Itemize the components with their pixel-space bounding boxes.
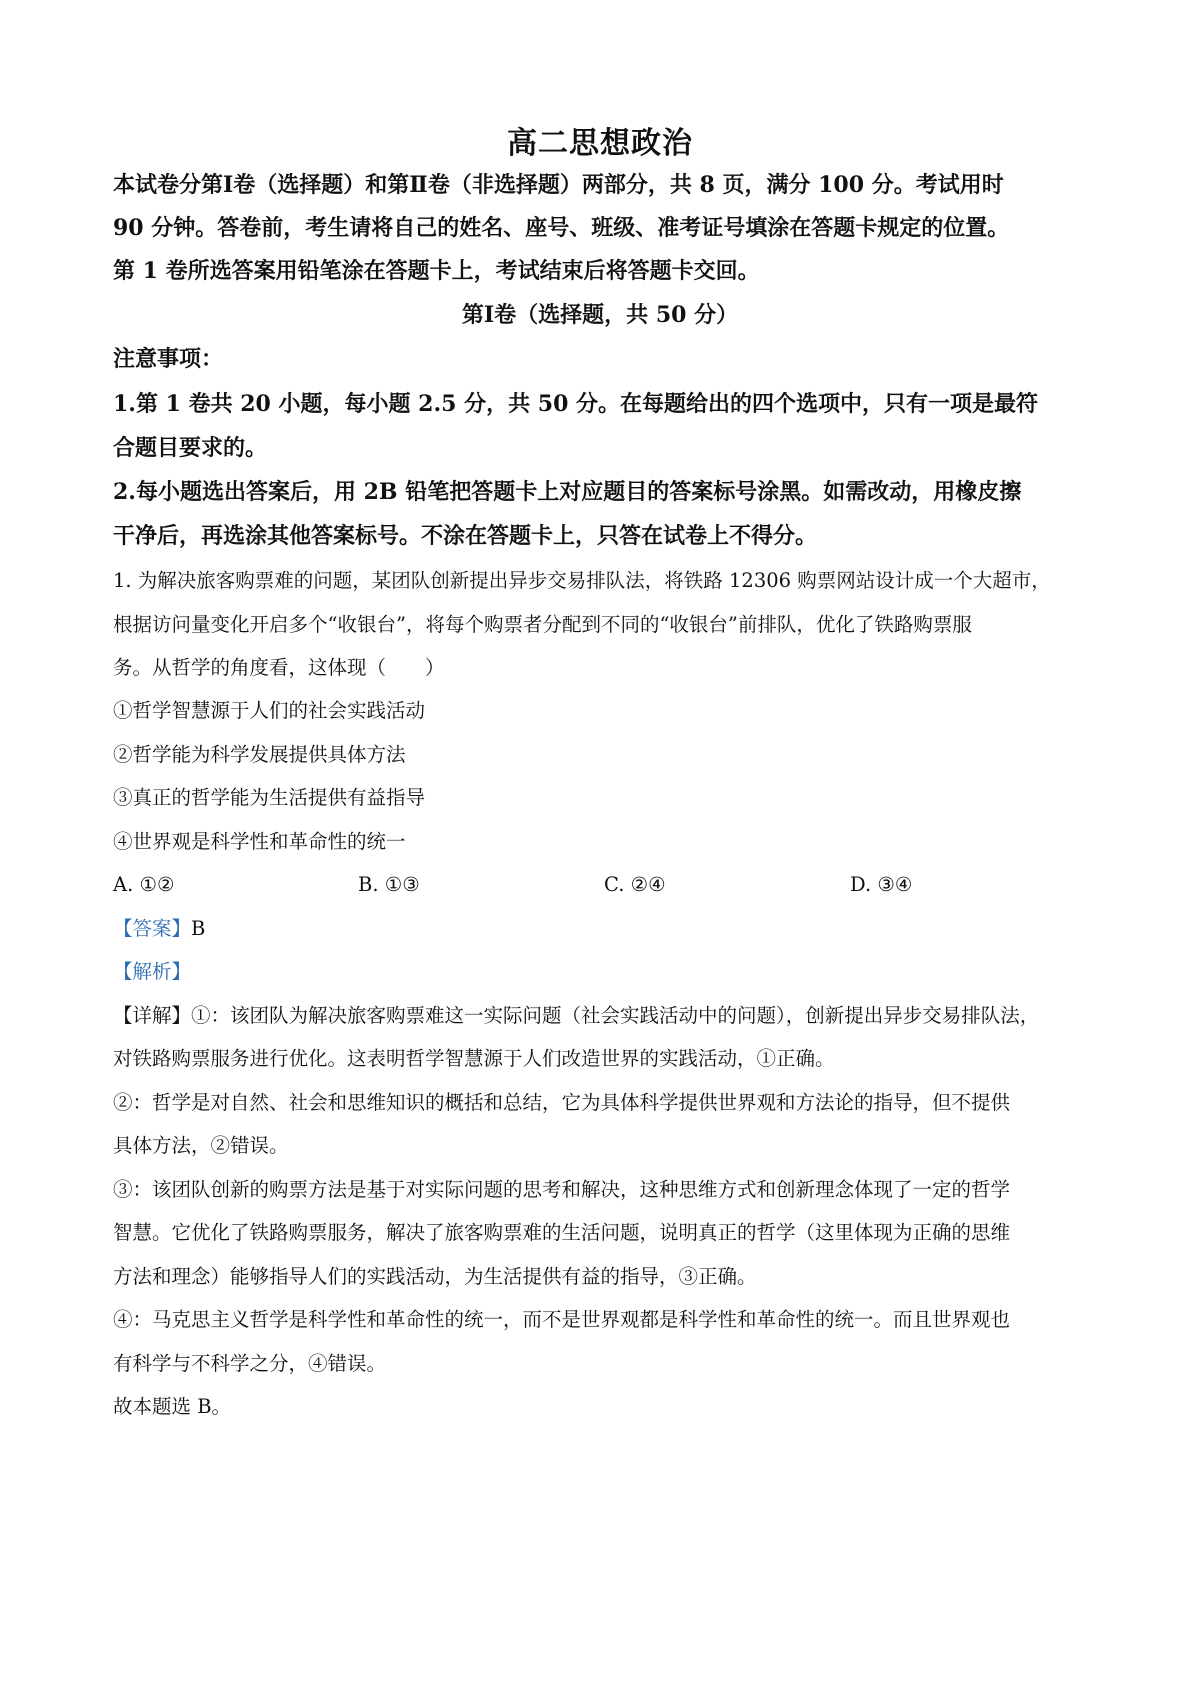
analysis-tag: 【解析】 [113, 960, 192, 983]
note-line: 干净后，再选涂其他答案标号。不涂在答题卡上，只答在试卷上不得分。 [113, 523, 818, 549]
intro-line: 90 分钟。答卷前，考生请将自己的姓名、座号、班级、准考证号填涂在答题卡规定的位置。 [113, 215, 1010, 241]
statement-item: ④世界观是科学性和革命性的统一 [113, 830, 406, 853]
answer-tag: 【答案】 [113, 917, 192, 940]
detail-line: 有科学与不科学之分，④错误。 [113, 1352, 387, 1375]
intro-line: 本试卷分第Ⅰ卷（选择题）和第Ⅱ卷（非选择题）两部分，共 8 页，满分 100 分。考试用时 [113, 172, 1004, 198]
detail-text: ①：该团队为解决旅客购票难这一实际问题（社会实践活动中的问题），创新提出异步交易排队法， [191, 1004, 1040, 1027]
option-b: B. ①③ [358, 873, 420, 896]
question-stem-line: 务。从哲学的角度看，这体现（ ） [113, 656, 445, 679]
note-line: 合题目要求的。 [113, 435, 268, 461]
question-stem-line: 根据访问量变化开启多个“收银台”，将每个购票者分配到不同的“收银台”前排队，优化了铁路购票服 [113, 613, 972, 636]
option-d: D. ③④ [850, 873, 913, 896]
analysis-line [113, 958, 191, 986]
detail-line: ③：该团队创新的购票方法是基于对实际问题的思考和解决，这种思维方式和创新理念体现了一定的哲学 [113, 1178, 1011, 1201]
detail-line: 具体方法，②错误。 [113, 1134, 289, 1157]
answer-value: B [191, 917, 206, 940]
detail-tag: 【详解】 [113, 1004, 192, 1027]
intro-line: 第 1 卷所选答案用铅笔涂在答题卡上，考试结束后将答题卡交回。 [113, 258, 760, 284]
detail-line: ④：马克思主义哲学是科学性和革命性的统一，而不是世界观都是科学性和革命性的统一。而且世界观也 [113, 1308, 1011, 1331]
conclusion-line: 故本题选 B。 [113, 1395, 232, 1418]
answer-line [113, 915, 205, 943]
note-line: 2.每小题选出答案后，用 2B 铅笔把答题卡上对应题目的答案标号涂黑。如需改动，用橡皮擦 [113, 479, 1022, 505]
detail-line [113, 1002, 1039, 1030]
question-stem-line: 1. 为解决旅客购票难的问题，某团队创新提出异步交易排队法，将铁路 12306 购票网站设计成一个大超市， [113, 569, 1051, 592]
document-title: 高二思想政治 [507, 126, 693, 161]
section-title: 第Ⅰ卷（选择题，共 50 分） [461, 302, 739, 328]
statement-item: ②哲学能为科学发展提供具体方法 [113, 743, 406, 766]
detail-line: ②：哲学是对自然、社会和思维知识的概括和总结，它为具体科学提供世界观和方法论的指导，但不提供 [113, 1091, 1011, 1114]
statement-item: ③真正的哲学能为生活提供有益指导 [113, 786, 426, 809]
detail-line: 对铁路购票服务进行优化。这表明哲学智慧源于人们改造世界的实践活动，①正确。 [113, 1047, 835, 1070]
statement-item: ①哲学智慧源于人们的社会实践活动 [113, 699, 426, 722]
option-a: A. ①② [113, 873, 175, 896]
detail-line: 智慧。它优化了铁路购票服务，解决了旅客购票难的生活问题，说明真正的哲学（这里体现为正确的思维 [113, 1221, 1011, 1244]
note-line: 1.第 1 卷共 20 小题，每小题 2.5 分，共 50 分。在每题给出的四个选项中，只有一项是最符 [113, 391, 1039, 417]
option-c: C. ②④ [604, 873, 666, 896]
detail-line: 方法和理念）能够指导人们的实践活动，为生活提供有益的指导，③正确。 [113, 1265, 757, 1288]
notes-heading: 注意事项： [113, 346, 224, 372]
